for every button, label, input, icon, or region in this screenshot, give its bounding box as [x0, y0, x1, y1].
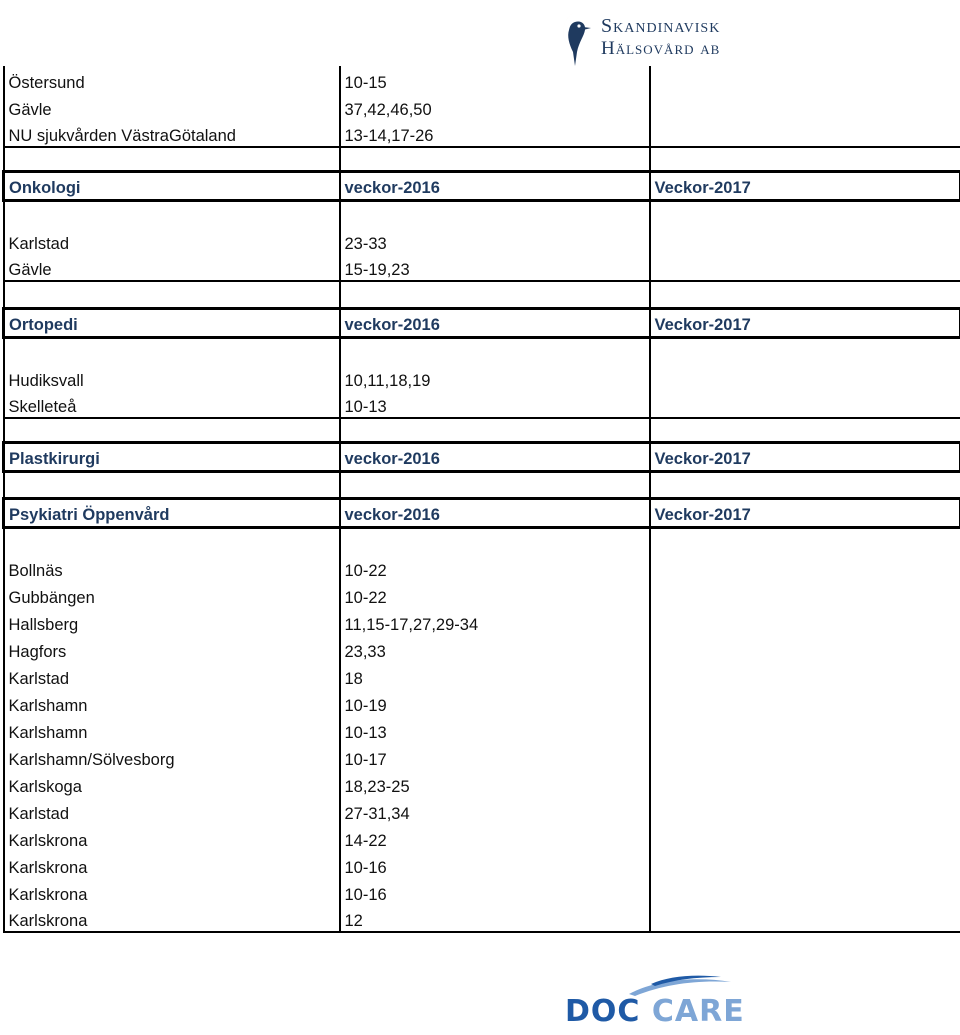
weeks-2016-cell: 10-13 — [340, 391, 650, 418]
weeks-2016-cell: 11,15-17,27,29-34 — [340, 608, 650, 635]
location-cell: Karlstad — [4, 797, 340, 824]
table-row — [4, 581, 960, 608]
weeks-2017-cell — [650, 770, 960, 797]
section-header-onkologi — [4, 171, 960, 200]
weeks-2016-cell: 37,42,46,50 — [340, 93, 650, 120]
weeks-2017-cell — [650, 254, 960, 281]
table-row — [4, 824, 960, 851]
logo-word-care: CARE — [651, 994, 745, 1029]
weeks-2017-cell — [650, 608, 960, 635]
weeks-2016-cell: 10-22 — [340, 581, 650, 608]
section-title: Onkologi — [4, 171, 340, 200]
section-title: Psykiatri Öppenvård — [4, 498, 340, 527]
location-cell: Östersund — [4, 66, 340, 93]
weeks-2016-cell: 10-22 — [340, 554, 650, 581]
table-row — [4, 391, 960, 418]
spacer-row — [4, 200, 960, 227]
table-row — [4, 608, 960, 635]
weeks-2017-cell — [650, 581, 960, 608]
section-header-ortopedi — [4, 308, 960, 337]
table-row — [4, 120, 960, 147]
table-row — [4, 851, 960, 878]
weeks-2017-cell — [650, 905, 960, 932]
location-cell: Gubbängen — [4, 581, 340, 608]
table-row — [4, 227, 960, 254]
location-cell: Gävle — [4, 254, 340, 281]
location-cell: Karlskrona — [4, 824, 340, 851]
table-row — [4, 254, 960, 281]
table-row — [4, 635, 960, 662]
weeks-2017-cell — [650, 797, 960, 824]
weeks-2016-cell: 10-16 — [340, 851, 650, 878]
weeks-2017-cell — [650, 391, 960, 418]
weeks-2016-cell: 23,33 — [340, 635, 650, 662]
spacer-row — [4, 281, 960, 308]
table-row — [4, 554, 960, 581]
spacer-row — [4, 147, 960, 171]
skandinavisk-halsovard-logo — [553, 8, 763, 68]
table-row — [4, 93, 960, 120]
column-header-2017: Veckor-2017 — [650, 498, 960, 527]
location-cell: Karlshamn — [4, 716, 340, 743]
location-cell: Hagfors — [4, 635, 340, 662]
column-header-2016: veckor-2016 — [340, 308, 650, 337]
location-cell: Skelleteå — [4, 391, 340, 418]
section-title: Plastkirurgi — [4, 442, 340, 471]
table-row — [4, 797, 960, 824]
weeks-2017-cell — [650, 554, 960, 581]
location-cell: Karlstad — [4, 227, 340, 254]
weeks-2017-cell — [650, 689, 960, 716]
weeks-2016-cell: 14-22 — [340, 824, 650, 851]
spacer-row — [4, 471, 960, 498]
column-header-2017: Veckor-2017 — [650, 442, 960, 471]
column-header-2016: veckor-2016 — [340, 498, 650, 527]
table-row — [4, 662, 960, 689]
weeks-2017-cell — [650, 824, 960, 851]
weeks-2016-cell: 12 — [340, 905, 650, 932]
weeks-2017-cell — [650, 93, 960, 120]
weeks-2017-cell — [650, 878, 960, 905]
section-header-psykiatri — [4, 498, 960, 527]
weeks-2017-cell — [650, 227, 960, 254]
table-row — [4, 716, 960, 743]
weeks-2017-cell — [650, 66, 960, 93]
section-title: Ortopedi — [4, 308, 340, 337]
location-cell: Karlskoga — [4, 770, 340, 797]
weeks-2016-cell: 27-31,34 — [340, 797, 650, 824]
weeks-2016-cell: 10-13 — [340, 716, 650, 743]
column-header-2017: Veckor-2017 — [650, 171, 960, 200]
weeks-2017-cell — [650, 662, 960, 689]
weeks-2016-cell: 18 — [340, 662, 650, 689]
table-row — [4, 770, 960, 797]
location-cell: Karlskrona — [4, 851, 340, 878]
table-row — [4, 689, 960, 716]
spacer-row — [4, 337, 960, 364]
weeks-2016-cell: 10,11,18,19 — [340, 364, 650, 391]
location-cell: Karlshamn — [4, 689, 340, 716]
column-header-2017: Veckor-2017 — [650, 308, 960, 337]
spacer-row — [4, 527, 960, 554]
spacer-row — [4, 418, 960, 442]
location-cell: Karlshamn/Sölvesborg — [4, 743, 340, 770]
weeks-2017-cell — [650, 716, 960, 743]
weeks-2016-cell: 15-19,23 — [340, 254, 650, 281]
logo-line-2: Hälsovård ab — [601, 38, 721, 59]
weeks-2016-cell: 10-16 — [340, 878, 650, 905]
location-cell: Karlskrona — [4, 905, 340, 932]
weeks-2016-cell: 10-19 — [340, 689, 650, 716]
location-cell: Hudiksvall — [4, 364, 340, 391]
section-header-plastkirurgi — [4, 442, 960, 471]
vacancy-weeks-table — [2, 66, 960, 933]
location-cell: Karlskrona — [4, 878, 340, 905]
weeks-2016-cell: 10-17 — [340, 743, 650, 770]
column-header-2016: veckor-2016 — [340, 171, 650, 200]
table-row — [4, 364, 960, 391]
table-row — [4, 743, 960, 770]
column-header-2016: veckor-2016 — [340, 442, 650, 471]
weeks-2016-cell: 23-33 — [340, 227, 650, 254]
weeks-2017-cell — [650, 120, 960, 147]
bird-moon-icon — [553, 8, 601, 70]
doc-care-logo — [565, 972, 745, 1032]
table-row — [4, 905, 960, 932]
weeks-2016-cell: 10-15 — [340, 66, 650, 93]
weeks-2017-cell — [650, 635, 960, 662]
location-cell: Karlstad — [4, 662, 340, 689]
table-row — [4, 878, 960, 905]
weeks-2016-cell: 18,23-25 — [340, 770, 650, 797]
weeks-2016-cell: 13-14,17-26 — [340, 120, 650, 147]
table-row — [4, 66, 960, 93]
logo-line-1: Skandinavisk — [601, 15, 721, 37]
location-cell: Bollnäs — [4, 554, 340, 581]
weeks-2017-cell — [650, 364, 960, 391]
location-cell: NU sjukvården VästraGötaland — [4, 120, 340, 147]
location-cell: Hallsberg — [4, 608, 340, 635]
location-cell: Gävle — [4, 93, 340, 120]
logo-word-doc: DOC — [565, 994, 641, 1029]
weeks-2017-cell — [650, 743, 960, 770]
weeks-2017-cell — [650, 851, 960, 878]
